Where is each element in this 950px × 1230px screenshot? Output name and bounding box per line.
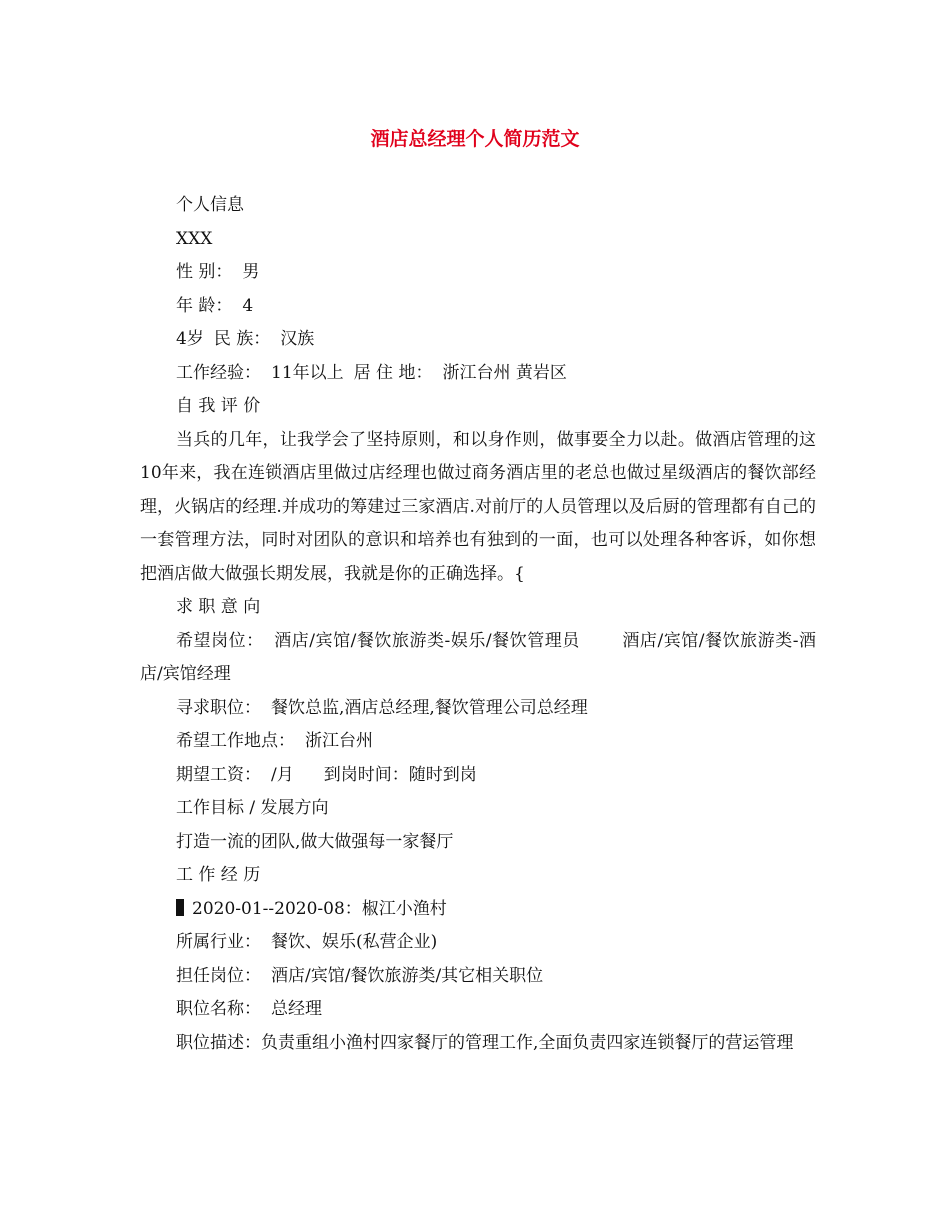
seek-position-label: 寻求职位： (176, 697, 261, 718)
age-value-b: 4岁 (176, 329, 204, 349)
industry-value: 餐饮、娱乐(私营企业) (271, 932, 438, 952)
salary-value: /月 (271, 764, 294, 785)
goal-text: 打造一流的团队,做大做强每一家餐厅 (176, 831, 454, 852)
age-label: 年 龄： (176, 295, 233, 316)
self-eval-heading: 自 我 评 价 (176, 396, 261, 416)
salary-row (140, 759, 816, 793)
gender-row (140, 256, 816, 290)
experience-heading: 工 作 经 历 (176, 865, 261, 885)
work-location-value: 浙江台州 (305, 731, 373, 751)
age-ethnicity-row (140, 323, 816, 357)
self-eval-text: 当兵的几年，让我学会了坚持原则，和以身作则，做事要全力以赴。做酒店管理的这10年来，我在连锁酒店里做过店经理也做过商务酒店里的老总也做过星级酒店的餐饮部经理，火锅店的经理.并成功的筹建过三家酒店.对前厅的人员管理以及后厨的管理都有自己的一套管理方法，同时对团队的意识和培养也有独到的一面，也可以处理各种客诉，如你想把酒店做大做强长期发展，我就是你的正确选择。{ (140, 429, 816, 584)
post-label: 担任岗位： (176, 965, 261, 986)
job-title-row (140, 993, 816, 1027)
intention-heading: 求 职 意 向 (176, 597, 261, 617)
seek-position-row (140, 692, 816, 726)
resume-content (140, 189, 816, 1060)
experience-label: 工作经验： (176, 362, 261, 383)
personal-heading: 个人信息 (176, 195, 244, 215)
seek-position-value: 餐饮总监,酒店总经理,餐饮管理公司总经理 (271, 697, 588, 718)
desired-position-label: 希望岗位： (176, 630, 264, 651)
age-row (140, 290, 816, 324)
post-row (140, 960, 816, 994)
industry-row (140, 926, 816, 960)
job-title-label: 职位名称： (176, 999, 261, 1019)
age-value-a: 4 (242, 295, 254, 316)
job-title-value: 总经理 (271, 999, 322, 1019)
industry-label: 所属行业： (176, 932, 261, 952)
experience-residence-row (140, 357, 816, 391)
ethnicity-value: 汉族 (280, 329, 315, 349)
residence-value: 浙江台州 黄岩区 (442, 362, 567, 383)
job-desc-value: 负责重组小渔村四家餐厅的管理工作,全面负责四家连锁餐厅的营运管理 (261, 1032, 794, 1053)
experience-value: 11年以上 (271, 362, 344, 383)
residence-label: 居 住 地： (353, 362, 433, 383)
experience-period-row (140, 893, 816, 927)
salary-label: 期望工资： (176, 764, 261, 785)
name-value: XXX (176, 228, 213, 249)
work-location-row (140, 725, 816, 759)
gender-label: 性 别： (176, 262, 233, 282)
desired-position-2: 酒店/宾馆/餐饮旅游类-酒店/宾馆经理 (140, 630, 817, 684)
experience-period: 2020-01--2020-08： (192, 898, 362, 919)
post-value: 酒店/宾馆/餐饮旅游类/其它相关职位 (271, 965, 544, 986)
goal-heading: 工作目标 / 发展方向 (176, 798, 329, 818)
document-title: 酒店总经理个人简历范文 (370, 128, 580, 150)
work-location-label: 希望工作地点： (176, 731, 295, 751)
job-desc-label: 职位描述： (176, 1032, 261, 1053)
ethnicity-label: 民 族： (213, 329, 271, 349)
arrival-label: 到岗时间： (323, 764, 409, 785)
bullet-block-icon (176, 899, 184, 916)
desired-position-1: 酒店/宾馆/餐饮旅游类-娱乐/餐饮管理员 (273, 630, 580, 651)
experience-company: 椒江小渔村 (361, 898, 447, 919)
arrival-value: 随时到岗 (408, 764, 477, 785)
gender-value: 男 (242, 262, 260, 282)
job-desc-row (140, 1027, 816, 1061)
desired-position-row (140, 625, 816, 692)
